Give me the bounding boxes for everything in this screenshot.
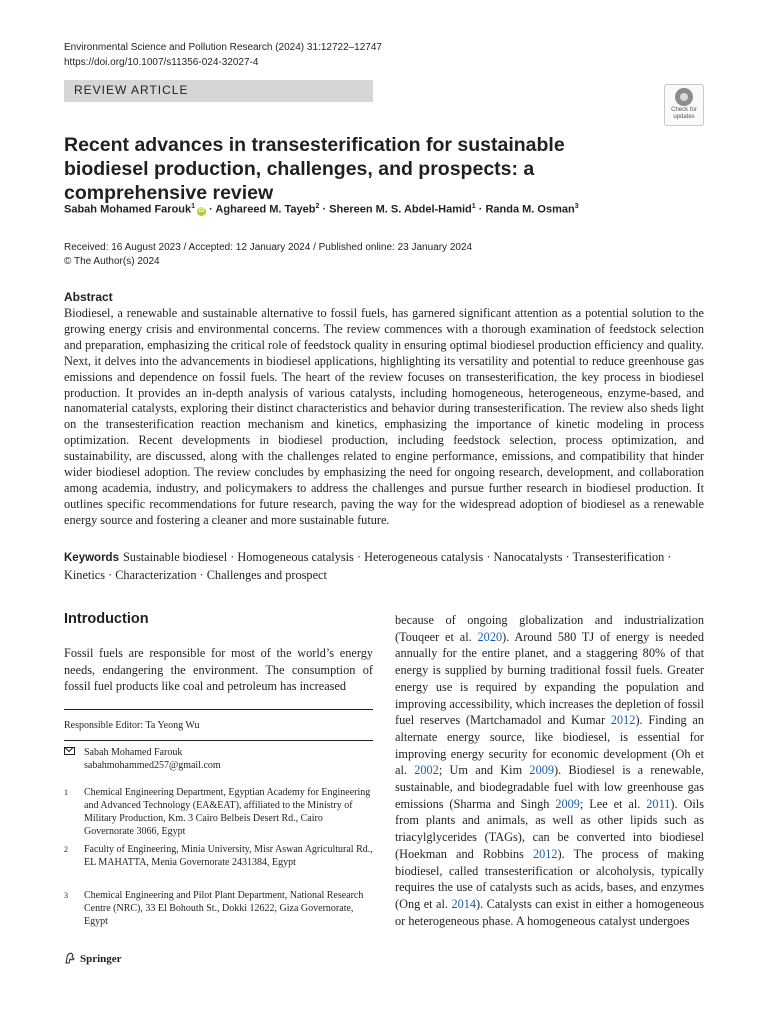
- citation-link[interactable]: 2020: [477, 629, 503, 644]
- affiliation-mark: 3: [64, 891, 68, 900]
- author-name[interactable]: Randa M. Osman: [485, 203, 575, 216]
- author-list: [64, 203, 704, 216]
- body-text: ; Lee et al.: [579, 796, 647, 811]
- author-name[interactable]: Shereen M. S. Abdel-Hamid: [329, 203, 472, 216]
- check-for-updates-badge[interactable]: [664, 84, 704, 126]
- journal-citation: Environmental Science and Pollution Research (2024) 31:12722–12747: [64, 42, 382, 53]
- footnote-divider: [64, 709, 373, 710]
- copyright: © The Author(s) 2024: [64, 256, 160, 267]
- check-updates-icon: [675, 88, 693, 106]
- springer-horse-icon: [64, 952, 76, 964]
- citation-link[interactable]: 2009: [555, 796, 580, 811]
- doi-link[interactable]: https://doi.org/10.1007/s11356-024-32027-4: [64, 57, 259, 68]
- introduction-heading: Introduction: [64, 611, 149, 627]
- citation-link[interactable]: 2002: [414, 763, 439, 778]
- mail-icon: [64, 746, 75, 759]
- footnote-divider: [64, 740, 373, 741]
- abstract-heading: Abstract: [64, 290, 113, 304]
- author-separator: ·: [475, 203, 486, 216]
- body-text: ). Catalysts can exist in either a homogeneous or heterogeneous phase. A homogeneous catalyst undergoes: [395, 896, 704, 928]
- body-text: ). Around 580 TJ of energy is needed annually for the entire planet, and a staggering 80% of that energy is supplied by burning traditional fossil fuels. Greater energy use is required by expanding the population and improving accessibility, which increases the depletion of fossil fuel reserves (Martchamadol and Kumar: [395, 629, 704, 728]
- body-text: ). Biodiesel is a renewable, sustainable, and biodegradable fuel with low greenhouse gas emissions (Sharma and Singh: [395, 763, 704, 811]
- body-text: because of ongoing globalization and industrialization (Touqeer et al.: [395, 613, 704, 644]
- keywords-text: Sustainable biodiesel · Homogeneous catalysis · Heterogeneous catalysis · Nanocatalysts · Transesterification · Kinetics · Characterization · Challenges and prospect: [64, 550, 672, 582]
- author-affiliation-mark: 3: [574, 203, 579, 210]
- body-text: ). The process of making biodiesel, called transesterification or alcoholysis, typically requires the use of catalysts such as acids, bases, and enzymes (Ong et al.: [395, 846, 704, 911]
- citation-link[interactable]: 2014: [451, 896, 477, 911]
- author-name[interactable]: Sabah Mohamed Farouk: [64, 203, 192, 216]
- citation-link[interactable]: 2009: [529, 763, 555, 778]
- affiliation-mark: 2: [64, 845, 68, 854]
- orcid-icon[interactable]: iD: [198, 207, 205, 214]
- keywords-label: Keywords: [64, 552, 119, 564]
- check-updates-label: Check for updates: [671, 107, 697, 120]
- affiliation-mark: 1: [64, 788, 68, 797]
- author-name[interactable]: Aghareed M. Tayeb: [215, 203, 316, 216]
- body-text: ; Um and Kim: [438, 763, 530, 778]
- citation-link[interactable]: 2011: [646, 796, 671, 811]
- article-title: Recent advances in transesterification for sustainable biodiesel production, challenges, and prospects: a comprehensive review: [64, 134, 565, 204]
- affiliation-text: Chemical Engineering Department, Egyptian Academy for Engineering and Advanced Technology (EA&EAT), affiliated to the Ministry of Military Production, Km. 3 Cairo Belbeis Desert Rd., Cairo Governorate 3066, Egypt: [84, 787, 371, 837]
- author-affiliation-mark: 1: [191, 203, 196, 210]
- publisher-logo: [64, 952, 122, 965]
- body-text: ). Finding an alternate energy source, like biodiesel, is essential for improving energy security for economic development (Oh et al.: [395, 713, 704, 778]
- publication-dates: [64, 241, 472, 269]
- article-type-bar: [64, 80, 373, 102]
- affiliation-text: Chemical Engineering and Pilot Plant Department, National Research Centre (NRC), 33 El Bohouth St., Dokki 12622, Giza Governorate, Egypt: [84, 890, 364, 927]
- introduction-right-column: [395, 612, 704, 929]
- author-affiliation-mark: 2: [315, 203, 320, 210]
- citation-link[interactable]: 2012: [532, 846, 558, 861]
- abstract-text: Biodiesel, a renewable and sustainable alternative to fossil fuels, has garnered significant attention as a potential solution to the growing energy crisis and environmental concerns. The review commences with a thorough examination of feedstock selection and preparation, emphasizing the critical role of feedstock quality in ensuring optimal biodiesel production efficiency and quality. Next, it delves into the advancements in biodiesel applications, highlighting its versatility and potential to reduce greenhouse gas emissions and dependence on fossil fuels. The heart of the review focuses on transesterification, the key process in biodiesel production. It provides an in-depth analysis of various catalysts, including homogeneous, heterogeneous, enzyme-based, and nanomaterial catalysts, exploring their distinct characteristics and behavior during transesterification. The review also sheds light on the transesterification reaction mechanism and kinetics, emphasizing the importance of kinetic modeling in process optimization. Recent developments in biodiesel production, including feedstock selection, process optimization, and sustainability, are discussed, along with the challenges related to engine performance, emissions, and compatibility that hinder wider biodiesel adoption. The review concludes by emphasizing the need for ongoing research, development, and collaboration among academia, industry, and policymakers to address the challenges and pursue further research in biodiesel production. It outlines specific recommendations for future research, paving the way for the widespread adoption of biodiesel as a renewable energy source and fostering a cleaner and more sustainable future.: [64, 306, 704, 527]
- author-separator: ·: [319, 203, 330, 216]
- responsible-editor: Responsible Editor: Ta Yeong Wu: [64, 720, 200, 731]
- body-text: ). Oils from plants and animals, as well as other lipids such as triacylglycerides (TAGs), can be converted into biodiesel (Hoekman and Robbins: [395, 796, 704, 861]
- contact-name: Sabah Mohamed Farouk: [84, 747, 183, 758]
- affiliation-text: Faculty of Engineering, Minia University, Misr Aswan Agricultural Rd., EL MAHATTA, Menia Governorate 2431384, Egypt: [84, 844, 373, 868]
- publisher-name: Springer: [80, 953, 122, 965]
- author-separator: ·: [206, 203, 216, 216]
- author-affiliation-mark: 1: [471, 203, 476, 210]
- history-dates: Received: 16 August 2023 / Accepted: 12 January 2024 / Published online: 23 January 2024: [64, 242, 473, 253]
- introduction-left-column: Fossil fuels are responsible for most of the world’s energy needs, endangering the environment. The consumption of fossil fuel products like coal and petroleum has increased: [64, 646, 373, 694]
- citation-link[interactable]: 2012: [610, 713, 636, 728]
- keywords: [64, 549, 704, 583]
- article-type-label: REVIEW ARTICLE: [74, 83, 189, 97]
- contact-email[interactable]: sabahmohammed257@gmail.com: [84, 760, 221, 771]
- journal-header: [64, 40, 382, 70]
